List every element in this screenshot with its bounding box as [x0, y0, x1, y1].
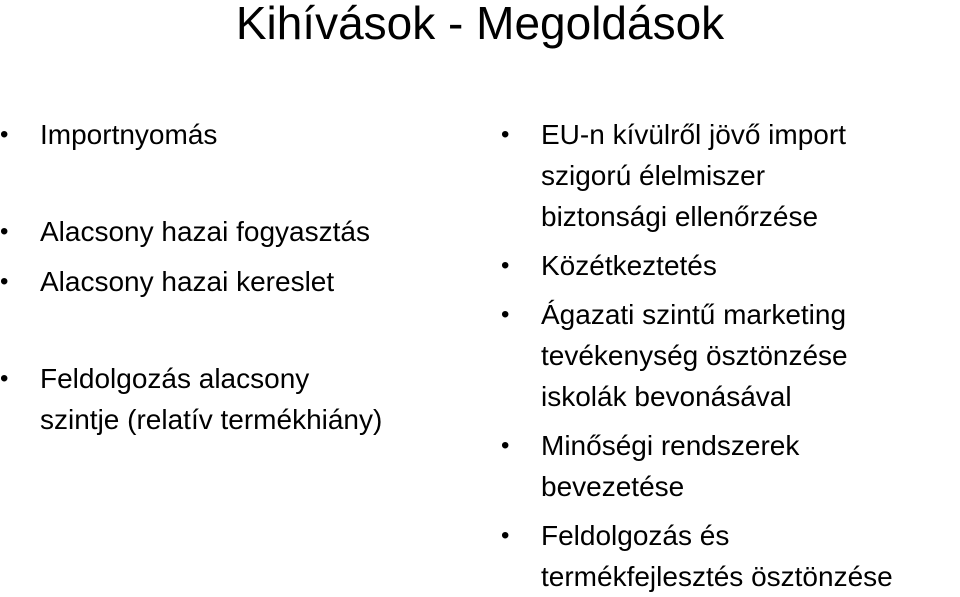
list-item-text: tevékenység ösztönzése — [541, 340, 848, 371]
list-item-text: • Feldolgozás és — [541, 520, 730, 551]
solutions-list — [501, 114, 960, 597]
list-item — [501, 515, 960, 597]
list-item-text: szintje (relatív termékhiány) — [40, 404, 383, 435]
list-item-text: • Alacsony hazai kereslet — [40, 266, 335, 297]
list-item — [501, 294, 960, 417]
list-item-text: iskolák bevonásával — [541, 381, 792, 412]
list-item — [501, 425, 960, 507]
list-item-text: bevezetése — [541, 471, 685, 502]
challenges-list — [0, 114, 470, 440]
list-item-text: szigorú élelmiszer — [541, 160, 766, 191]
list-item-text: • EU-n kívülről jövő import — [541, 119, 846, 150]
list-item — [501, 245, 960, 286]
list-item-text: • Ágazati szintű marketing — [541, 299, 847, 330]
list-item-text: • Feldolgozás alacsony — [40, 363, 310, 394]
list-item — [501, 114, 960, 237]
list-item-text: • Minőségi rendszerek — [541, 430, 800, 461]
list-item — [0, 211, 470, 252]
list-item-text: termékfejlesztés ösztönzése — [541, 561, 893, 592]
list-item — [0, 358, 470, 440]
list-item — [0, 114, 470, 155]
list-item — [0, 261, 470, 302]
slide-title: Kihívások - Megoldások — [235, 0, 725, 49]
list-item-text: • Közétkeztetés — [541, 250, 717, 281]
list-item-text: biztonsági ellenőrzése — [541, 201, 819, 232]
list-item-text: • Alacsony hazai fogyasztás — [40, 216, 370, 247]
list-item-text: • Importnyomás — [40, 119, 218, 150]
